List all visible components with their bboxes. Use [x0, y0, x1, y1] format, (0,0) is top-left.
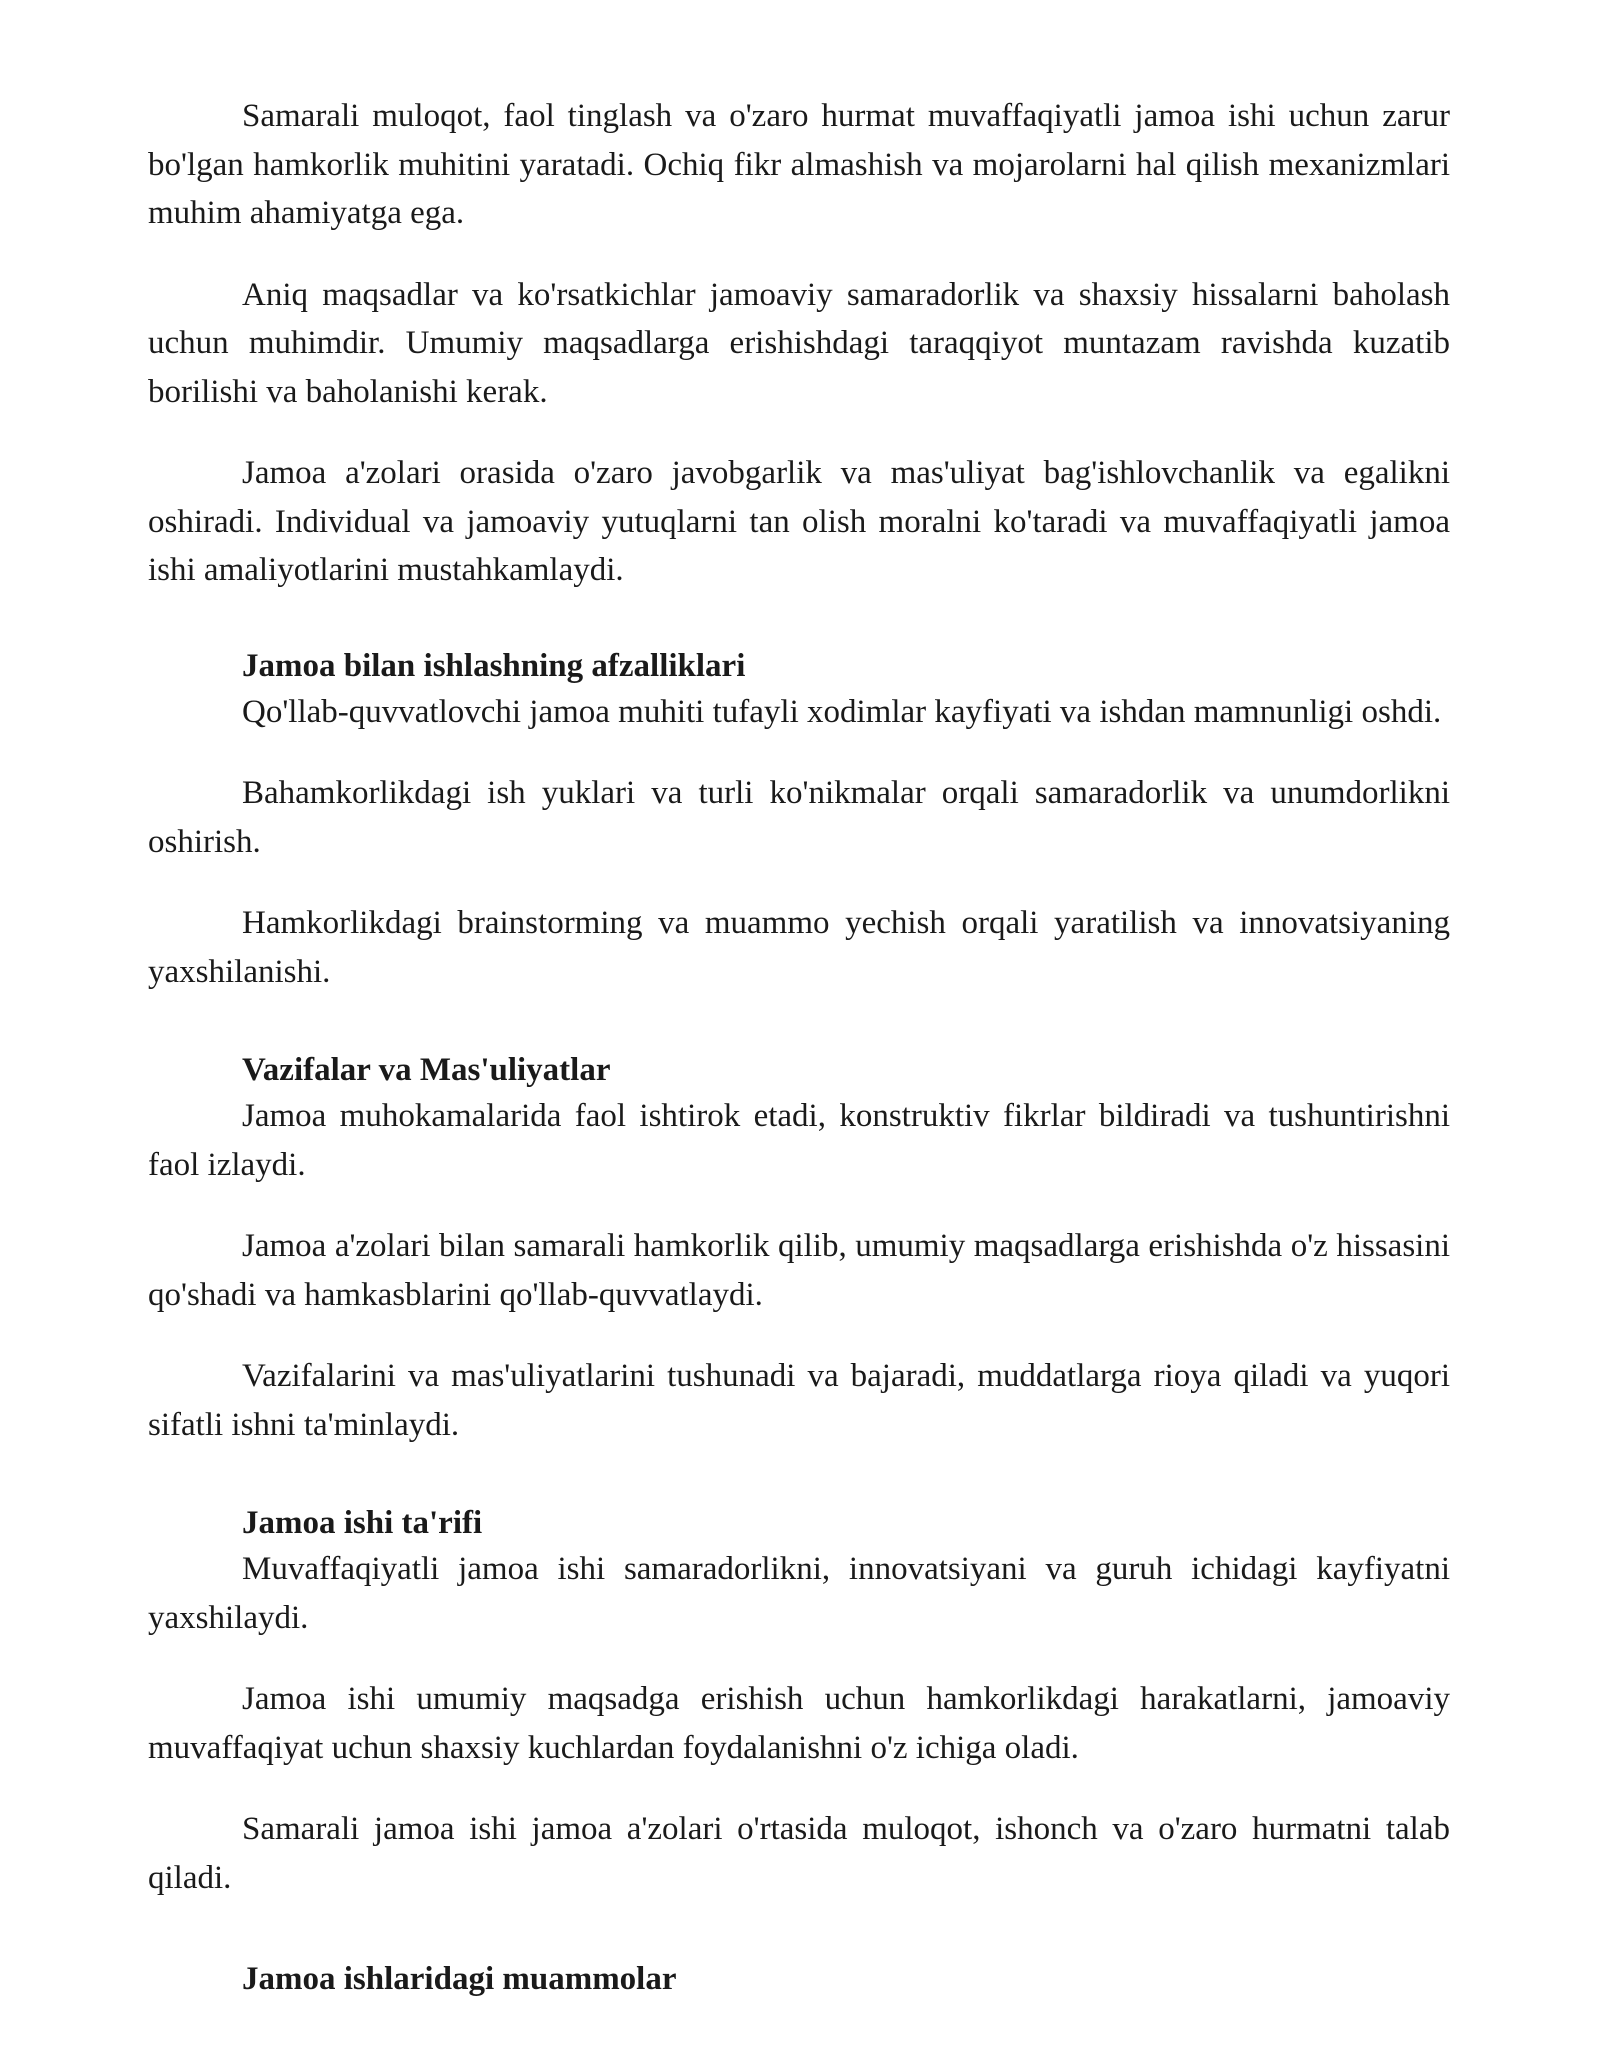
definition-paragraph-2: Jamoa ishi umumiy maqsadga erishish uchun hamkorlikdagi harakatlarni, jamoaviy muvaffaqiyat uchun shaxsiy kuchlardan foydalanishni o'z ichiga oladi.: [148, 1681, 1450, 1766]
roles-paragraph-2: Jamoa a'zolari bilan samarali hamkorlik qilib, umumiy maqsadlarga erishishda o'z hissasini qo'shadi va hamkasblarini qo'llab-quvvatlaydi.: [148, 1228, 1450, 1313]
definition-paragraph-1: Muvaffaqiyatli jamoa ishi samaradorlikni, innovatsiyani va guruh ichidagi kayfiyatni yaxshilaydi.: [148, 1551, 1450, 1636]
problems-heading: Jamoa ishlaridagi muammolar: [242, 1961, 677, 1997]
benefits-paragraph-1: Qo'llab-quvvatlovchi jamoa muhiti tufayli xodimlar kayfiyati va ishdan mamnunligi oshdi.: [242, 693, 1442, 730]
document-page: [148, 92, 1450, 2001]
benefits-paragraph-2: Bahamkorlikdagi ish yuklari va turli ko'nikmalar orqali samaradorlik va unumdorlikni oshirish.: [148, 775, 1450, 860]
roles-paragraph-3: Vazifalarini va mas'uliyatlarini tushunadi va bajaradi, muddatlarga rioya qiladi va yuqori sifatli ishni ta'minlaydi.: [148, 1358, 1450, 1443]
definition-heading: Jamoa ishi ta'rifi: [242, 1505, 483, 1541]
benefits-heading: Jamoa bilan ishlashning afzalliklari: [242, 647, 746, 684]
intro-paragraph-1: Samarali muloqot, faol tinglash va o'zaro hurmat muvaffaqiyatli jamoa ishi uchun zarur bo'lgan hamkorlik muhitini yaratadi. Ochiq fikr almashish va mojarolarni hal qilish mexanizmlari muhim ahamiyatga ega.: [148, 98, 1450, 231]
definition-paragraph-3: Samarali jamoa ishi jamoa a'zolari o'rtasida muloqot, ishonch va o'zaro hurmatni talab qiladi.: [148, 1811, 1450, 1896]
roles-paragraph-1: Jamoa muhokamalarida faol ishtirok etadi, konstruktiv fikrlar bildiradi va tushuntirishni faol izlaydi.: [148, 1098, 1450, 1183]
benefits-paragraph-3: Hamkorlikdagi brainstorming va muammo yechish orqali yaratilish va innovatsiyaning yaxshilanishi.: [148, 905, 1450, 990]
roles-heading: Vazifalar va Mas'uliyatlar: [242, 1052, 611, 1088]
intro-paragraph-2: Aniq maqsadlar va ko'rsatkichlar jamoaviy samaradorlik va shaxsiy hissalarni baholash uchun muhimdir. Umumiy maqsadlarga erishishdagi taraqqiyot muntazam ravishda kuzatib borilishi va baholanishi kerak.: [148, 276, 1450, 410]
intro-paragraph-3: Jamoa a'zolari orasida o'zaro javobgarlik va mas'uliyat bag'ishlovchanlik va egalikni oshiradi. Individual va jamoaviy yutuqlarni tan olish moralni ko'taradi va muvaffaqiyatli jamoa ishi amaliyotlarini mustahkamlaydi.: [148, 455, 1450, 588]
